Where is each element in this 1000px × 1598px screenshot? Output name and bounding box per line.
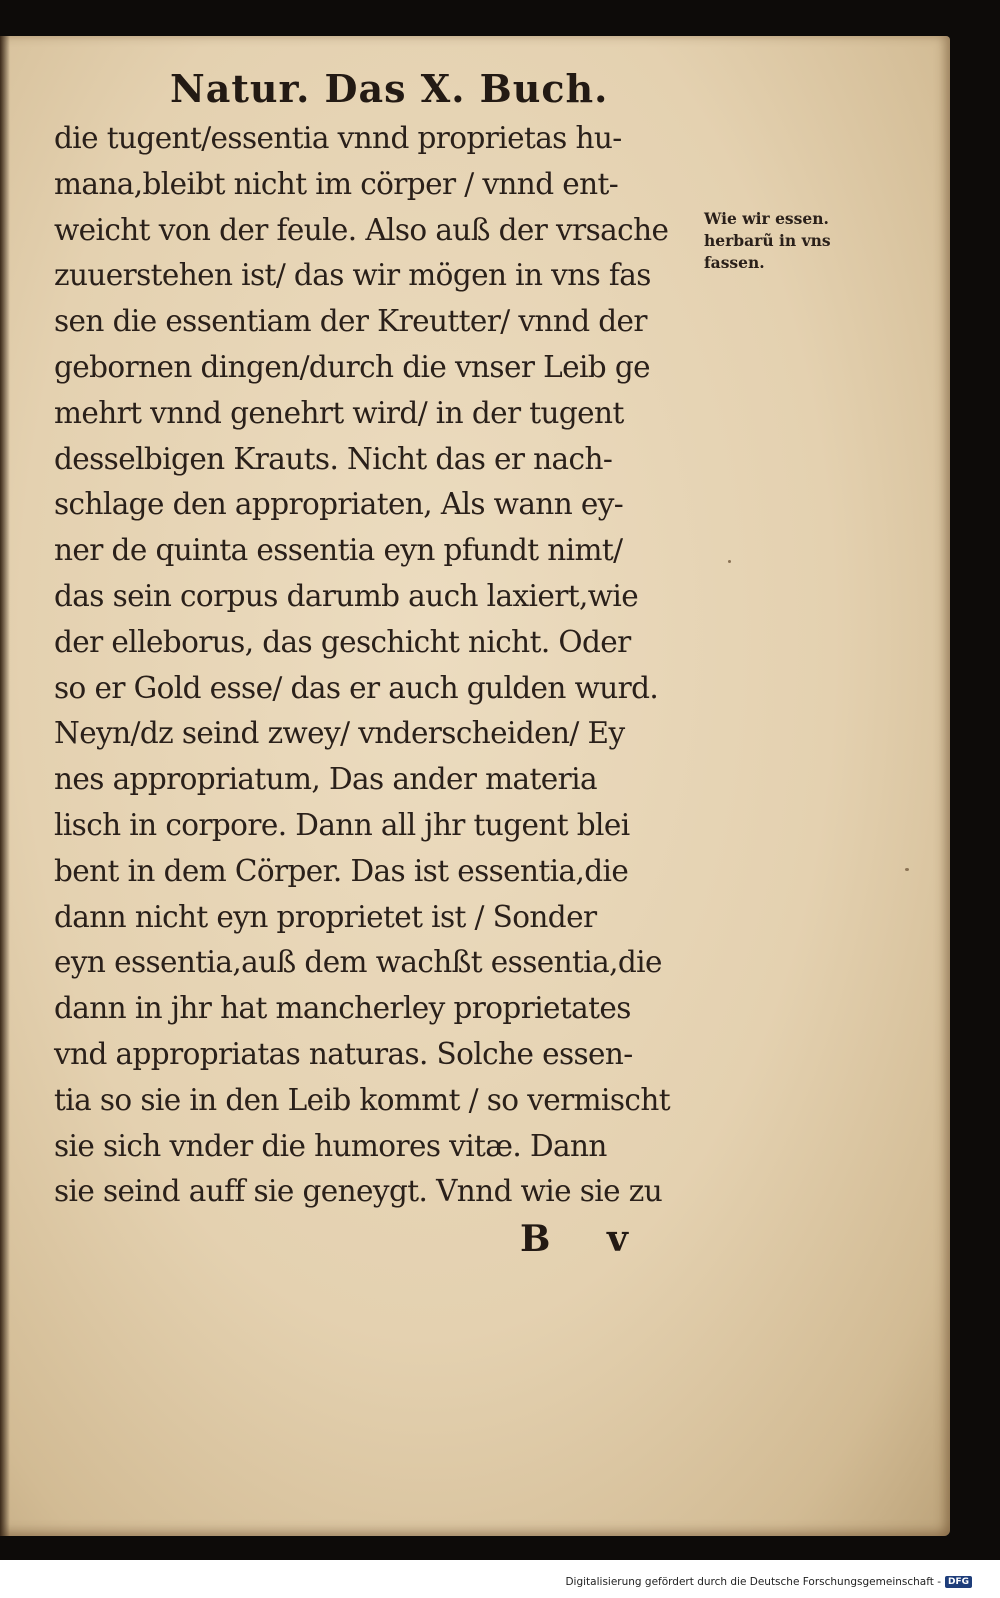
text-line: sen die essentiam der Kreutter/ vnnd der <box>54 304 647 339</box>
footer-credit <box>565 1576 972 1588</box>
signature-mark: B v <box>520 1218 650 1260</box>
text-line: dann in jhr hat mancherley proprietates <box>54 991 631 1026</box>
text-line: so er Gold esse/ das er auch gulden wurd. <box>54 670 659 705</box>
text-line: die tugent/essentia vnnd proprietas hu- <box>54 121 622 155</box>
text-line: ner de quinta essentia eyn pfundt nimt/ <box>54 533 623 568</box>
text-line: sie sich vnder die humores vitæ. Dann <box>54 1128 607 1163</box>
paper-speck <box>728 560 731 563</box>
text-line: vnd appropriatas naturas. Solche essen- <box>54 1036 633 1071</box>
text-line: der elleborus, das geschicht nicht. Oder <box>54 624 631 659</box>
marginal-note-line: herbarũ in vns <box>704 231 831 250</box>
text-line: dann nicht eyn proprietet ist / Sonder <box>54 899 597 934</box>
dfg-logo: DFG <box>945 1576 972 1588</box>
text-line: nes appropriatum, Das ander materia <box>54 762 597 797</box>
text-line: gebornen dingen/durch die vnser Leib ge <box>54 349 650 384</box>
text-line: desselbigen Krauts. Nicht das er nach- <box>54 441 613 476</box>
text-line: eyn essentia,auß dem wachßt essentia,die <box>54 945 662 980</box>
running-head: Natur. Das X. Buch. <box>170 66 609 111</box>
marginal-note-line: Wie wir essen. <box>704 209 829 228</box>
text-line: sie seind auff sie geneygt. Vnnd wie sie zu <box>54 1174 663 1209</box>
marginal-note <box>704 208 884 274</box>
text-line: das sein corpus darumb auch laxiert,wie <box>54 578 639 613</box>
paper-speck <box>905 868 909 871</box>
footer-credit-text: Digitalisierung gefördert durch die Deutsche Forschungsgemeinschaft - <box>565 1576 941 1588</box>
text-line: bent in dem Cörper. Das ist essentia,die <box>54 853 629 888</box>
text-line: Neyn/dz seind zwey/ vnderscheiden/ Ey <box>54 716 625 751</box>
text-line: mehrt vnnd genehrt wird/ in der tugent <box>54 395 624 430</box>
page-gutter-shadow <box>0 36 10 1536</box>
text-line: tia so sie in den Leib kommt / so vermischt <box>54 1082 670 1117</box>
text-line: weicht von der feule. Also auß der vrsache <box>54 212 669 247</box>
text-line: zuuerstehen ist/ das wir mögen in vns fas <box>54 258 651 293</box>
body-text <box>54 116 704 1215</box>
text-line: schlage den appropriaten, Als wann ey- <box>54 487 624 522</box>
text-line: mana,bleibt nicht im cörper / vnnd ent- <box>54 166 619 201</box>
marginal-note-line: fassen. <box>704 253 765 272</box>
text-line: lisch in corpore. Dann all jhr tugent blei <box>54 807 630 842</box>
